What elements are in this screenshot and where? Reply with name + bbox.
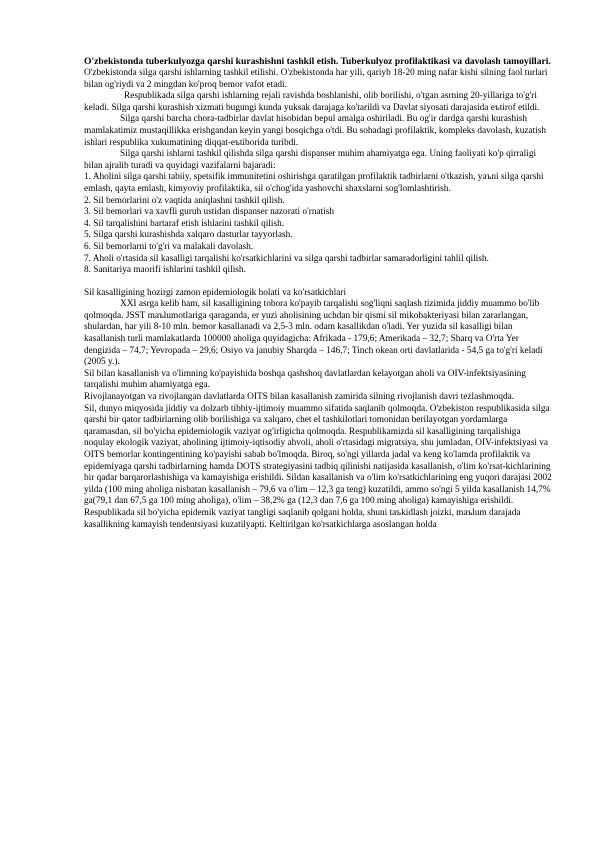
- document-page: [84, 56, 552, 531]
- paragraph-aids: Rivojlanayotgan va rivojlangan davlatlarda OITS bilan kasallanish zamirida silning rivojlanish davri tezlashmoqda.: [84, 392, 515, 403]
- paragraph-history: Respublikada silga qarshi ishlarning rejali ravishda boshlanishi, olib borilishi, o'tgan asrning 20-yillariga to'g'ri keladi. Silga qarshi kurashish xizmati bugungi kunda yuksak darajaga ko'tarildi va Davlat siyosati darajasida eъtirof etildi.: [84, 91, 540, 113]
- paragraph-uzbekistan: Sil, dunyo miqyosida jiddiy va dolzarb tibbiy-ijtimoiy muammo sifatida saqlanib qolmoqda. O'zbekiston respublikasida silga qarshi bir qator tadbirlarning olib borilishiga va xalqaro, chet el tashkilotlari tomonidan berilayotgan yordamlarga qaramasdan, sil bo'yicha epidemiologik vaziyat og'irligicha qolmoqda. Respublikamizda sil kasalligining tarqalishiga noqulay ekologik vaziyat, aholining ijtimoiy-iqtisodiy ahvoli, aholi o'rtasidagi migratsiya, shu jumladan, OIV-infektsiyasi va OITS bemorlar kontingentining ko'payishi sabab bo'lmoqda. Biroq, so'ngi yillarda jadal va keng ko'lamda profilaktik va epidemiyaga qarshi tadbirlarning hamda DOTS strategiyasini tadbiq qilinishi natijasida kasallanish, o'lim ko'rsat-kichlarining bir qadar barqarorlashishiga va kamayishiga erishildi. Sildan kasallanish va o'lim ko'rsatkichlarining eng yuqori darajasi 2002 yilda (100 ming aholiga nisbatan kasallanish – 79,6 va o'lim – 12,3 ga teng) kuzatildi, ammo so'ngi 5 yilda kasallanish 14,7% ga(79,1 dan 67,5 ga 100 ming aholiga), o'lim – 38,2% ga (12,3 dan 7,6 ga 100 ming aholiga) kamayishiga erishildi. Respublikada sil bo'yicha epidemik vaziyat tangligi saqlanib qolgani holda, shuni taъkidlash joizki, maъlum darajada kasallikning kamayish tendentsiyasi kuzatilyapti. Keltirilgan ko'rsatkichlarga asoslangan holda: [84, 403, 552, 530]
- list-item: 1. Aholini silga qarshi tabiiy, spetsifik immunitetini oshirishga qaratilgan profilaktik tadbirlarni o'tkazish, yaъni silga qarshi emlash, qayta emlash, kimyoviy profilaktika, sil o'chog'ida yashovchi shaxslarni sog'lomlashtirish.: [84, 172, 544, 194]
- list-item: 3. Sil bemorlari va xavfli guruh ustidan dispanser nazorati o'rnatish: [84, 207, 335, 218]
- list-item: 7. Aholi o'rtasida sil kasalligi tarqalishi ko'rsatkichlarini va silga qarshi tadbirlar samaradorligini tahlil qilish.: [84, 253, 489, 264]
- paragraph-dispensary: Silga qarshi ishlarni tashkil qilishda silga qarshi dispanser muhim ahamiyatga ega. Uning faoliyati ko'p qirraligi bilan ajralib turadi va quyidagi vazifalarni bajaradi:: [84, 149, 537, 171]
- list-item: 4. Sil tarqalishini bartaraf etish ishlarini tashkil qilish.: [84, 218, 285, 229]
- list-item: 8. Sanitariya maorifi ishlarini tashkil qilish.: [84, 265, 246, 276]
- paragraph-intro: O'zbekistonda silga qarshi ishlarning tashkil etilishi. O'zbekistonda har yili, qariyb 18-20 ming nafar kishi silning faol turlari bilan og'riydi va 2 mingdan ko'proq bemor vafot etadi.: [84, 68, 548, 90]
- paragraph-hiv: Sil bilan kasallanish va o'limning ko'payishida boshqa qashshoq davlatlardan kelayotgan aholi va OIV-infektsiyasining tarqalishi muhim ahamiyatga ega.: [84, 368, 526, 391]
- list-item: 2. Sil bemorlarini o'z vaqtida aniqlashni tashkil qilish.: [84, 195, 285, 206]
- paragraph-state-funding: Silga qarshi barcha chora-tadbirlar davlat hisobidan bepul amalga oshiriladi. Bu og'ir dardga qarshi kurashish mamlakatimiz mustaqillikka erishgandan keyin yangi bosqichga o'tdi. Bu sohadagi profilaktik, kompleks davolash, kuzatish ishlari respublika xukumatining diqqat-eъtiborida turibdi.: [84, 114, 547, 148]
- paragraph-epidemiology: XXI asrga kelib ham, sil kasalligining tobora ko'payib tarqalishi sog'liqni saqlash tizimida jiddiy muammo bo'lib qolmoqda. JSST maъlumotlariga qaraganda, er yuzi aholisining uchdan bir qismi sil mikobakteriyasi bilan zararlangan, shulardan, har yili 8-10 mln. bemor kasallanadi va 2,5-3 mln. odam kasallikdan o'ladi. Yer yuzida sil kasalligi bilan kasallanish turli mamlakatlarda 100000 aholiga quyidagicha: Afrikada - 179,6; Amerikada – 32,7; Sharq va O'rta Yer dengizida – 74,7; Yevropada – 29,6; Osiyo va janubiy Sharqda – 146,7; Tinch okean orti davlatlarida - 54,5 ga to'g'ri keladi (2005 y.).: [84, 299, 543, 368]
- list-item: 5. Silga qarshi kurashishda xalqaro dasturlar tayyorlash.: [84, 230, 293, 241]
- document-title: O'zbekistonda tuberkulyozga qarshi kurashishni tashkil etish. Tuberkulyoz profilaktikasi va davolash tamoyillari.: [84, 56, 551, 67]
- spacer: [84, 277, 552, 288]
- section-heading: Sil kasalligining hozirgi zamon epidemiologik holati va ko'rsatkichlari: [84, 287, 347, 298]
- list-item: 6. Sil bemorlarni to'g'ri va malakali davolash.: [84, 241, 254, 252]
